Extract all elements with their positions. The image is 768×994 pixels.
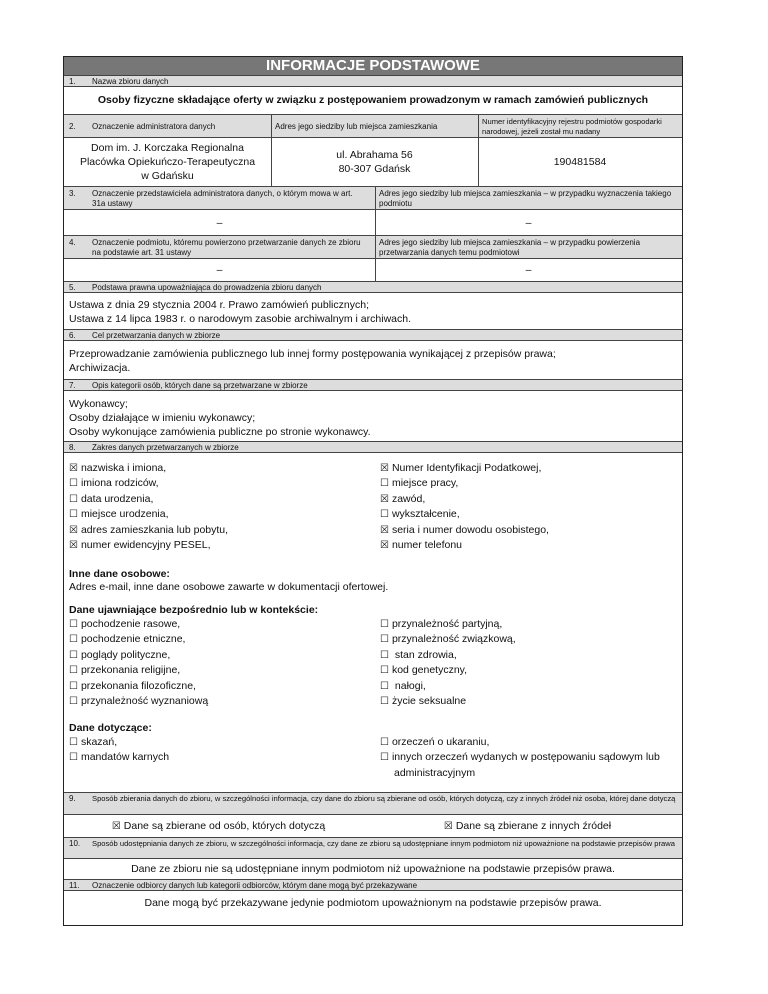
representative-address-label: Adres jego siedziby lub miejsca zamieszkania – w przypadku wyznaczenia takiego podmiotu	[379, 189, 672, 208]
checkbox-label: adres zamieszkania lub pobytu,	[80, 523, 229, 536]
checkbox-item	[380, 735, 660, 750]
divider	[375, 187, 376, 209]
section-7-header	[64, 379, 682, 391]
checkbox-checked-icon[interactable]: ☒	[380, 540, 389, 552]
legal-basis	[64, 293, 682, 329]
checkbox-unchecked-icon[interactable]: ☐	[69, 680, 78, 692]
section-3-values	[64, 210, 682, 235]
section-3-header	[64, 186, 682, 210]
section-11-header	[64, 879, 682, 891]
checkbox-unchecked-icon[interactable]: ☐	[69, 619, 78, 630]
checkbox-unchecked-icon[interactable]: ☐	[69, 696, 78, 708]
checkbox-item	[380, 523, 549, 538]
admin-name	[64, 141, 271, 183]
checkbox-label: orzeczeń o ukaraniu,	[391, 736, 490, 748]
section-number: 11.	[69, 881, 80, 890]
section-number: 2.	[69, 122, 76, 131]
checkbox-unchecked-icon[interactable]: ☐	[380, 634, 389, 646]
checkbox-label: mandatów karnych	[80, 751, 170, 764]
concerning-data-right	[380, 735, 660, 780]
processor-address-label: Adres jego siedziby lub miejsca zamieszkania – w przypadku powierzenia przetwarzania danych temu podmiotowi	[379, 238, 641, 257]
checkbox-item	[69, 679, 208, 694]
data-scope-right	[380, 461, 549, 553]
section-11-value	[64, 891, 682, 925]
concerning-data-left	[69, 735, 169, 766]
checkbox-label: nałogi,	[391, 679, 426, 692]
section-number: 9.	[69, 794, 76, 803]
section-number: 8.	[69, 443, 76, 452]
admin-label: Oznaczenie administratora danych	[92, 122, 216, 131]
sensitive-data-title: Dane ujawniające bezpośrednio lub w kontekście:	[69, 604, 319, 616]
checkbox-item	[69, 461, 228, 476]
section-number: 4.	[69, 238, 76, 247]
checkbox-item	[380, 476, 549, 491]
checkbox-item	[380, 492, 549, 507]
admin-name-line: Dom im. J. Korczaka Regionalna	[91, 142, 244, 154]
collection-option-subjects	[64, 819, 373, 834]
checkbox-unchecked-icon[interactable]: ☐	[69, 649, 78, 661]
section-number: 5.	[69, 283, 76, 292]
purpose-line: Archiwizacja.	[69, 362, 131, 374]
purpose-line: Przeprowadzanie zamówienia publicznego lub innej formy postępowania wynikającej z przepisów prawa;	[69, 348, 556, 360]
sensitive-data-right	[380, 617, 516, 709]
checkbox-unchecked-icon[interactable]: ☐	[69, 752, 78, 764]
data-scope-left	[69, 461, 228, 553]
divider	[375, 236, 376, 258]
checkbox-checked-icon[interactable]: ☒	[443, 821, 453, 832]
checkbox-unchecked-icon[interactable]: ☐	[69, 493, 78, 505]
checkbox-label: pochodzenie rasowe,	[80, 618, 181, 630]
processor-address-value: –	[525, 264, 532, 276]
processor-label: Oznaczenie podmiotu, któremu powierzono przetwarzanie danych ze zbioru na podstawie art. 31 ustawy	[92, 238, 361, 257]
checkbox-label: numer ewidencyjny PESEL,	[80, 539, 211, 552]
checkbox-unchecked-icon[interactable]: ☐	[380, 680, 389, 692]
checkbox-item	[380, 507, 549, 522]
section-6-header	[64, 329, 682, 341]
checkbox-label: kod genetyczny,	[391, 664, 468, 677]
sharing-info: Dane ze zbioru nie są udostępniane innym podmiotom niż upoważnione na podstawie przepisów prawa.	[131, 863, 615, 875]
checkbox-checked-icon[interactable]: ☒	[69, 524, 78, 536]
address-line: ul. Abrahama 56	[336, 149, 413, 161]
admin-address	[271, 148, 478, 176]
section-2-header	[64, 114, 682, 138]
section-5-header	[64, 281, 682, 293]
checkbox-label: pochodzenie etniczne,	[80, 633, 186, 646]
checkbox-checked-icon[interactable]: ☒	[380, 524, 389, 536]
option-label: Dane są zbierane od osób, których dotyczą	[123, 820, 326, 832]
processor-value: –	[216, 264, 223, 276]
checkbox-unchecked-icon[interactable]: ☐	[69, 509, 78, 521]
checkbox-label: Numer Identyfikacji Podatkowej,	[391, 462, 542, 474]
recipients-info: Dane mogą być przekazywane jedynie podmiotom upoważnionym na podstawie przepisów prawa.	[144, 897, 602, 909]
admin-name-line: w Gdańsku	[141, 170, 194, 182]
section-8-body	[64, 453, 682, 792]
checkbox-checked-icon[interactable]: ☒	[380, 463, 389, 474]
checkbox-item	[69, 735, 169, 750]
address-line: 80-307 Gdańsk	[338, 163, 411, 175]
checkbox-unchecked-icon[interactable]: ☐	[380, 649, 389, 661]
checkbox-label: przynależność związkową,	[391, 633, 516, 646]
option-label: Dane są zbierane z innych źródeł	[455, 820, 612, 832]
section-label: Sposób udostępniania danych ze zbioru, w szczególności informacja, czy dane ze zbioru są udostępniane innym podmiotom niż upoważnione na podstawie przepisów prawa	[92, 839, 675, 848]
checkbox-unchecked-icon[interactable]: ☐	[380, 509, 389, 521]
checkbox-label: innych orzeczeń wydanych w postępowaniu sądowym lub	[391, 751, 660, 764]
checkbox-item	[69, 538, 228, 553]
address-label: Adres jego siedziby lub miejsca zamieszkania	[275, 122, 438, 131]
representative-value: –	[216, 217, 223, 229]
persons-categories	[64, 391, 682, 441]
concerning-data-title: Dane dotyczące:	[69, 722, 152, 734]
checkbox-label: poglądy polityczne,	[80, 648, 171, 661]
section-number: 10.	[69, 839, 81, 848]
checkbox-label: seria i numer dowodu osobistego,	[391, 523, 549, 536]
section-10-value	[64, 859, 682, 879]
sensitive-data-left	[69, 617, 208, 709]
checkbox-label: zawód,	[391, 492, 426, 505]
legal-basis-line: Ustawa z 14 lipca 1983 r. o narodowym zasobie archiwalnym i archiwach.	[69, 313, 411, 325]
checkbox-label: przynależność wyznaniową	[80, 695, 209, 708]
section-1-header	[64, 75, 682, 87]
processing-purpose	[64, 341, 682, 379]
checkbox-unchecked-icon[interactable]: ☐	[69, 665, 78, 677]
section-8-header	[64, 441, 682, 453]
checkbox-item	[69, 476, 228, 491]
checkbox-item	[380, 750, 660, 765]
section-4-header	[64, 235, 682, 259]
checkbox-label: przynależność partyjną,	[391, 618, 503, 630]
checkbox-label: imiona rodziców,	[80, 477, 159, 490]
checkbox-label: data urodzenia,	[80, 492, 154, 505]
section-label: Oznaczenie odbiorcy danych lub kategorii odbiorców, którym dane mogą być przekazywane	[92, 881, 418, 890]
section-2-values	[64, 138, 682, 186]
checkbox-unchecked-icon[interactable]: ☐	[380, 619, 389, 630]
section-label: Cel przetwarzania danych w zbiorze	[92, 331, 221, 340]
checkbox-item	[380, 679, 516, 694]
section-label: Podstawa prawna upoważniająca do prowadzenia zbioru danych	[92, 283, 322, 292]
section-4-values	[64, 259, 682, 281]
checkbox-item	[69, 632, 208, 647]
checkbox-label: przekonania religijne,	[80, 664, 181, 677]
form-title-bar	[64, 57, 682, 75]
checkbox-label: wykształcenie,	[391, 508, 460, 521]
checkbox-unchecked-icon[interactable]: ☐	[69, 634, 78, 646]
checkbox-item	[69, 617, 208, 632]
divider	[271, 115, 272, 137]
checkbox-label: stan zdrowia,	[391, 648, 457, 661]
checkbox-item	[69, 663, 208, 678]
checkbox-item	[69, 492, 228, 507]
divider	[478, 115, 479, 137]
checkbox-item	[69, 648, 208, 663]
section-number: 1.	[69, 77, 76, 86]
category-line: Wykonawcy;	[69, 398, 128, 410]
checkbox-label: życie seksualne	[391, 695, 467, 708]
section-label: Sposób zbierania danych do zbioru, w szczególności informacja, czy dane do zbioru są zbierane od osób, których dotyczą, czy z innych źródeł niż osoba, której dane dotyczą	[92, 794, 676, 803]
section-9-header	[64, 792, 682, 815]
checkbox-label: przekonania filozoficzne,	[80, 679, 196, 692]
checkbox-item	[69, 694, 208, 709]
checkbox-unchecked-icon[interactable]: ☐	[380, 696, 389, 708]
checkbox-label: miejsce urodzenia,	[80, 508, 169, 521]
checkbox-label: nazwiska i imiona,	[80, 462, 167, 474]
checkbox-unchecked-icon[interactable]: ☐	[380, 665, 389, 677]
checkbox-item	[69, 523, 228, 538]
checkbox-label: miejsce pracy,	[391, 477, 459, 490]
checkbox-label-continuation: administracyjnym	[394, 766, 476, 779]
checkbox-checked-icon[interactable]: ☒	[69, 463, 78, 474]
legal-basis-line: Ustawa z dnia 29 stycznia 2004 r. Prawo zamówień publicznych;	[69, 299, 369, 311]
checkbox-item	[380, 694, 516, 709]
section-number: 6.	[69, 331, 76, 340]
checkbox-unchecked-icon[interactable]: ☐	[380, 737, 389, 748]
representative-address-value: –	[525, 217, 532, 229]
checkbox-checked-icon[interactable]: ☒	[69, 540, 78, 552]
checkbox-unchecked-icon[interactable]: ☐	[380, 478, 389, 490]
checkbox-item	[380, 617, 516, 632]
admin-name-line: Placówka Opiekuńczo-Terapeutyczna	[79, 156, 256, 168]
form-title: INFORMACJE PODSTAWOWE	[266, 57, 480, 74]
checkbox-item	[380, 461, 549, 476]
regon-value: 190481584	[553, 156, 607, 168]
checkbox-checked-icon[interactable]: ☒	[111, 821, 121, 832]
section-1-value	[64, 87, 682, 114]
checkbox-unchecked-icon[interactable]: ☐	[380, 752, 389, 764]
category-line: Osoby wykonujące zamówienia publiczne po stronie wykonawcy.	[69, 426, 371, 438]
checkbox-item	[380, 538, 549, 553]
checkbox-label: numer telefonu	[391, 539, 463, 552]
checkbox-checked-icon[interactable]: ☒	[380, 493, 389, 505]
section-10-header	[64, 837, 682, 859]
checkbox-unchecked-icon[interactable]: ☐	[69, 478, 78, 490]
category-line: Osoby działające w imieniu wykonawcy;	[69, 412, 256, 424]
checkbox-item	[380, 663, 516, 678]
checkbox-item	[69, 750, 169, 765]
form	[63, 56, 683, 926]
section-label: Opis kategorii osób, których dane są przetwarzane w zbiorze	[92, 381, 308, 390]
regon-label: Numer identyfikacyjny rejestru podmiotów gospodarki narodowej, jeżeli został mu nadany	[482, 117, 662, 136]
dataset-name: Osoby fizyczne składające oferty w związku z postępowaniem prowadzonym w ramach zamówień publicznych	[97, 94, 649, 106]
section-label: Zakres danych przetwarzanych w zbiorze	[92, 443, 239, 452]
checkbox-unchecked-icon[interactable]: ☐	[69, 737, 78, 748]
representative-label: Oznaczenie przedstawiciela administratora danych, o którym mowa w art. 31a ustawy	[92, 189, 353, 208]
checkbox-item	[380, 648, 516, 663]
checkbox-item	[380, 632, 516, 647]
section-label: Nazwa zbioru danych	[92, 77, 169, 86]
collection-option-other-sources	[373, 819, 682, 834]
section-number: 7.	[69, 381, 76, 390]
other-data-title: Inne dane osobowe:	[69, 568, 170, 580]
other-data-text: Adres e-mail, inne dane osobowe zawarte w dokumentacji ofertowej.	[69, 581, 389, 593]
section-number: 3.	[69, 189, 76, 198]
section-9-values	[64, 815, 682, 837]
checkbox-label: skazań,	[80, 736, 118, 748]
checkbox-item	[69, 507, 228, 522]
